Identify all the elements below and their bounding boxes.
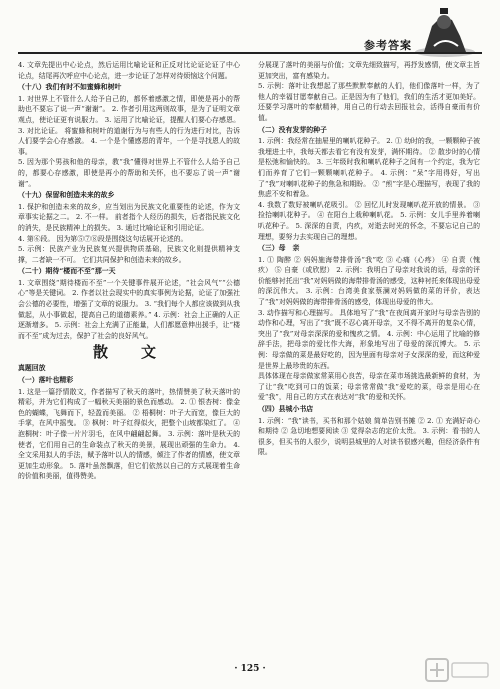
watermark-stamp-icon bbox=[424, 655, 492, 685]
section-heading: （二十）期待“楼而不至”那一天 bbox=[18, 267, 116, 276]
section-heading: （一）落叶也精彩 bbox=[18, 376, 74, 385]
paragraph: 1. 这是一篇抒情散文，作者描写了秋天的落叶，热情赞美了秋天落叶的精彩，并为它们构成了一幅秋天美丽的景色而感动。 2. ① 银杏树：像金色的蝴蝶，飞舞而下，轻盈而美丽。 ② 梧桐树：叶子大而宽，像巨大的手掌，在风中摇曳。 ③ 枫树：叶子红得似火，把整个山坡都染红了。 ④ 泡桐树：叶子像一片片羽毛，在风中翩翩起舞。 3. 示例：落叶是秋天的使者，它们用自己的生命装点了秋天的美景，展现出顽强的生命力。 4. 全文采用拟人的手法，赋予落叶以人的情感，倾注了作者的情感，使文章更加生动形象。 5. 落叶虽然飘落，但它们依然以自己的方式展现着生命的价值和美丽，值得赞美。 bbox=[18, 387, 240, 481]
header-title: 参考答案 bbox=[364, 39, 412, 52]
section-heading: （二）没有发芽的种子 bbox=[258, 125, 327, 134]
paragraph: 4. 文章先提出中心论点，然后运用比喻论证和正反对比论证论证了中心论点，结尾再次呼应中心论点，进一步论证了怎样对待烦恼这个问题。 bbox=[18, 61, 240, 80]
paragraph: 1. 对世界上不管什么人给予自己的，都怀着感激之情，即使是再小的帮助也不要忘了说一声“谢谢”。 2. 作者引用这两则故事，是为了证明文章观点，使论证更有说服力。 3. 运用了比喻论证，提醒人们要心存感恩。 3. 对比论证。 将蜜蜂和树叶的道谢行为与有些人的行为进行对比，告诉人们要学会心存感激。 4. 一个是个懂感恩的青年，一个是寻找恩人的故事。 bbox=[18, 94, 240, 156]
paragraph: 1. 保护和创造未来的故乡，应当划出为民族文化重要性的论述，作为文章事实论据之二。 2. 不一样。 前者指个人经历的损失，后者指民族文化的消失，是民族精神上的损失。 3. 通过比喻论证和引用论证。 bbox=[18, 202, 240, 232]
paragraph: 5. 因为那个男孩和他的母亲，教“我”懂得对世界上不管什么人给予自己的，都要心存感激，即使是再小的帮助和关怀，也不要忘了说一声“谢谢”。 bbox=[18, 158, 240, 188]
paragraph: 1. 示例：“我”读书，买书和那个姑娘 简单告别书摊 ② 2. ① 充满好奇心和期待 ② 急切地想要阅读 ③ 觉得杂志的定价太贵。 3. 示例：看书的人很多，但买书的人很少，说明县城里的人对读书很感兴趣，但经济条件有限。 bbox=[258, 416, 480, 457]
mascot-logo-icon bbox=[412, 6, 478, 58]
paragraph: 1. 文章围绕“期待楼而不至”一个关键事件展开论述，“社会风气”“公德心”等是关键词。 2. 作者以社会现实中的真实事例为论据，论证了加强社会公德的必要性，增强了文章的说服力。 3. “我们每个人都应该做到从我做起，从小事做起，提高自己的道德素养。” 4. 示例：社会上正确的人正逐渐增多。 5. 示例：社会上充满了正能量，人们都愿意伸出援手，让“楼而不至”成为过去，保护了社会的良好风气。 bbox=[18, 278, 240, 340]
paragraph: 5. 示例：民族产业为民族复兴提供物质基础，民族文化则提供精神支撑，二者缺一不可。 它们共同保护和创造未来的故乡。 bbox=[18, 245, 240, 264]
right-column bbox=[258, 60, 480, 655]
subsection-heading: 真题回放 bbox=[18, 364, 46, 373]
section-heading: （三）母 亲 bbox=[258, 244, 300, 253]
header-divider bbox=[18, 52, 482, 54]
paragraph: 4. 我数了数好被喇叭花吸引。 ② 回忆儿时发现喇叭花开放的情景。 ③ 捡拾喇叭花种子。 ④ 在阳台上栽种喇叭花。 5. 示例：女儿手里养着喇叭花种子。 5. 深深的自责，内疚，对逝去时光的怀念，不要忘记自己的理想，要努力去实现自己的理想。 bbox=[258, 200, 480, 241]
page-number: · 125 · bbox=[234, 664, 266, 674]
paragraph: 3. 动作描写和心理描写。 具体地写了“我”在夜间离开家时与母亲告别的动作和心理，写出了“我”既不忍心离开母亲，又不得不离开的复杂心情，突出了“我”对母亲深深的爱和愧疚之情。 4. 示例：中心运用了比喻的修辞手法，把母亲的爱比作大海，形象地写出了母爱的深沉博大。 5. 示例：母亲做的菜是最好吃的，因为里面有母亲对子女深深的爱，而这种爱是世界上最珍贵的东西。 bbox=[258, 308, 480, 370]
paragraph: 5. 示例：落叶让我想起了那些默默奉献的人们，他们像落叶一样，为了他人的幸福甘愿奉献自己。正是因为有了他们，我们的生活才更加美好。还要学习落叶的奉献精神，用自己的行动去回报社会，活得自豪而有价值。 bbox=[258, 82, 480, 122]
paragraph: 具体体现在母亲做家常菜用心良苦，母亲在菜市场挑选最新鲜的食材，为了让“我”吃到可口的饭菜；母亲常常做“我”爱吃的菜，母亲是用心在爱“我”，用自己的方式在表达对“我”的爱和关怀。 bbox=[258, 372, 480, 402]
paragraph: 1. ① 陶醉 ② 妈妈施海带排骨汤“我”吃 ③ 心痛（心疼） ④ 自责（愧疚） ⑤ 自豪（或欣慰） 2. 示例：我明白了母亲对我说的话，母亲的评价能够衬托出“我”对妈妈做的海带排骨汤的感受，这种衬托来体现出母爱的深沉伟大。 3. 示例：台湾美食家蔡澜对妈妈做的菜的评价，表达了“我”对妈妈做的海带排骨汤的感受，体现出母爱的伟大。 bbox=[258, 255, 480, 307]
prose-section-title: 散 文 bbox=[92, 343, 165, 362]
section-heading: （十九）保留和创造未来的故乡 bbox=[18, 191, 115, 200]
section-heading: （十八）我们有时不如蜜蜂和树叶 bbox=[18, 83, 122, 92]
paragraph: 1. 示例：我经常在抽屉里的喇叭花种子。 2. ① 幼时的我，一颗颗种子被我埋进土中，我每天都去看它有没有发芽，满怀期待。 ② 散步时的心情是松弛和愉快的。 3. 三年级时我和喇叭花种子之间有一个约定，我为它们而养育了它们一颗颗喇叭花种子。 4. 示例：“呆”字用得好，写出了“我”对喇叭花种子的焦急和期盼。 ② “煎”字是心理描写，表现了我的焦虑不安和着急。 bbox=[258, 137, 480, 199]
paragraph: 4. 第⑥段。 因为第⑤⑦⑧段是围绕这句话展开论述的。 bbox=[18, 234, 188, 243]
section-heading: （四）县城小书店 bbox=[258, 405, 314, 413]
page-header bbox=[0, 0, 500, 58]
paragraph: 分展现了落叶的美丽与价值；文章先细致描写，再抒发感情，使文章主旨更加突出，富有感染力。 bbox=[258, 61, 480, 80]
left-column bbox=[18, 60, 240, 655]
